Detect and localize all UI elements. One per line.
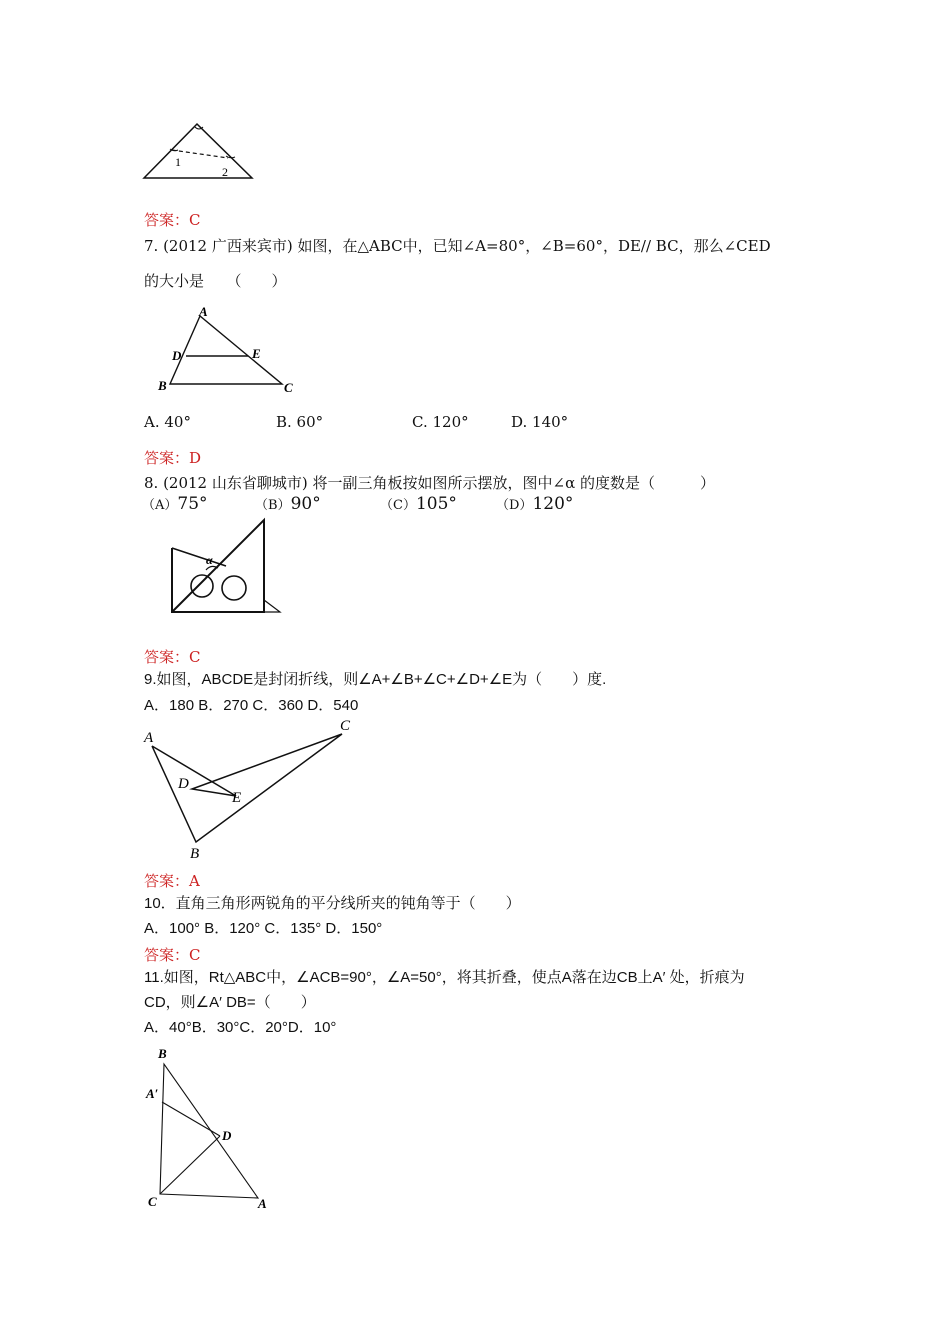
q8-option-c-letter: （C）: [380, 498, 416, 513]
q8-alpha-label: α: [206, 553, 213, 567]
q7-label-B: B: [158, 378, 167, 393]
q7-label-A: A: [199, 304, 208, 319]
q9-label-A: A: [144, 730, 154, 746]
q7-option-a: A. 40°: [144, 413, 191, 431]
q10-text-line1: 10．直角三角形两锐角的平分线所夹的钝角等于（ ）: [144, 895, 521, 912]
q9-label-C: C: [340, 718, 351, 734]
q9-options: A．180 B．270 C．360 D．540: [144, 697, 359, 714]
q8-option-d-letter: （D）: [496, 498, 533, 513]
fig6-label-1: 1: [175, 155, 181, 169]
q11-label-C: C: [148, 1194, 157, 1209]
q9-label-E: E: [232, 790, 242, 806]
q8-answer: 答案：C: [144, 648, 201, 666]
q9-label-B: B: [190, 846, 200, 862]
q8-option-d: [496, 494, 573, 514]
fig6-label-2: 2: [222, 165, 228, 179]
q8-option-b-value: 90°: [290, 494, 321, 514]
q8-option-b: [255, 494, 321, 514]
q9-answer: 答案：A: [144, 872, 200, 890]
q7-label-E: E: [252, 346, 261, 361]
q11-label-D: D: [222, 1128, 232, 1143]
q11-options: A．40°B．30°C．20°D．10°: [144, 1019, 337, 1036]
q7-option-b: B. 60°: [276, 413, 324, 431]
q7-label-D: D: [172, 348, 182, 363]
q10-answer: 答案：C: [144, 946, 201, 964]
q6-answer: 答案：C: [144, 211, 201, 229]
q9-figure: [140, 714, 360, 862]
q7-text-line1: 7. (2012 广西来宾市) 如图，在△ABC中，已知∠A=80°，∠B=60°，DE// BC，那么∠CED: [144, 237, 771, 255]
q8-option-c-value: 105°: [415, 494, 457, 514]
q11-text-line2: CD，则∠A′ DB=（ ）: [144, 994, 316, 1011]
q7-figure: [150, 302, 310, 398]
q10-options: A．100° B．120° C．135° D．150°: [144, 920, 383, 937]
q8-option-d-value: 120°: [532, 494, 574, 514]
q8-option-c: [380, 494, 457, 514]
q8-text-line1: 8. (2012 山东省聊城市) 将一副三角板按如图所示摆放，图中∠α 的度数是（ ）: [144, 474, 715, 492]
q11-figure: [140, 1044, 280, 1216]
q11-label-A-prime: A′: [146, 1086, 159, 1101]
q8-option-a-letter: （A）: [142, 498, 178, 513]
q11-text-line1: 11.如图，Rt△ABC中，∠ACB=90°，∠A=50°，将其折叠，使点A落在边CB上A′ 处，折痕为: [144, 969, 745, 986]
q8-figure: [164, 516, 286, 620]
q8-option-b-letter: （B）: [255, 498, 291, 513]
q11-label-B: B: [158, 1046, 167, 1061]
q9-label-D: D: [178, 776, 189, 792]
q9-text-line1: 9.如图，ABCDE是封闭折线，则∠A+∠B+∠C+∠D+∠E为（ ）度.: [144, 671, 607, 688]
q7-answer: 答案：D: [144, 449, 202, 467]
q6-figure: [140, 118, 258, 184]
q7-option-c: C. 120°: [412, 413, 469, 431]
q8-option-a-value: 75°: [177, 494, 208, 514]
q7-text-line2: 的大小是 （ ）: [144, 272, 287, 290]
q11-label-A: A: [258, 1196, 267, 1211]
q7-option-d: D. 140°: [511, 413, 569, 431]
q7-label-C: C: [284, 380, 293, 395]
q8-option-a: [142, 494, 208, 514]
